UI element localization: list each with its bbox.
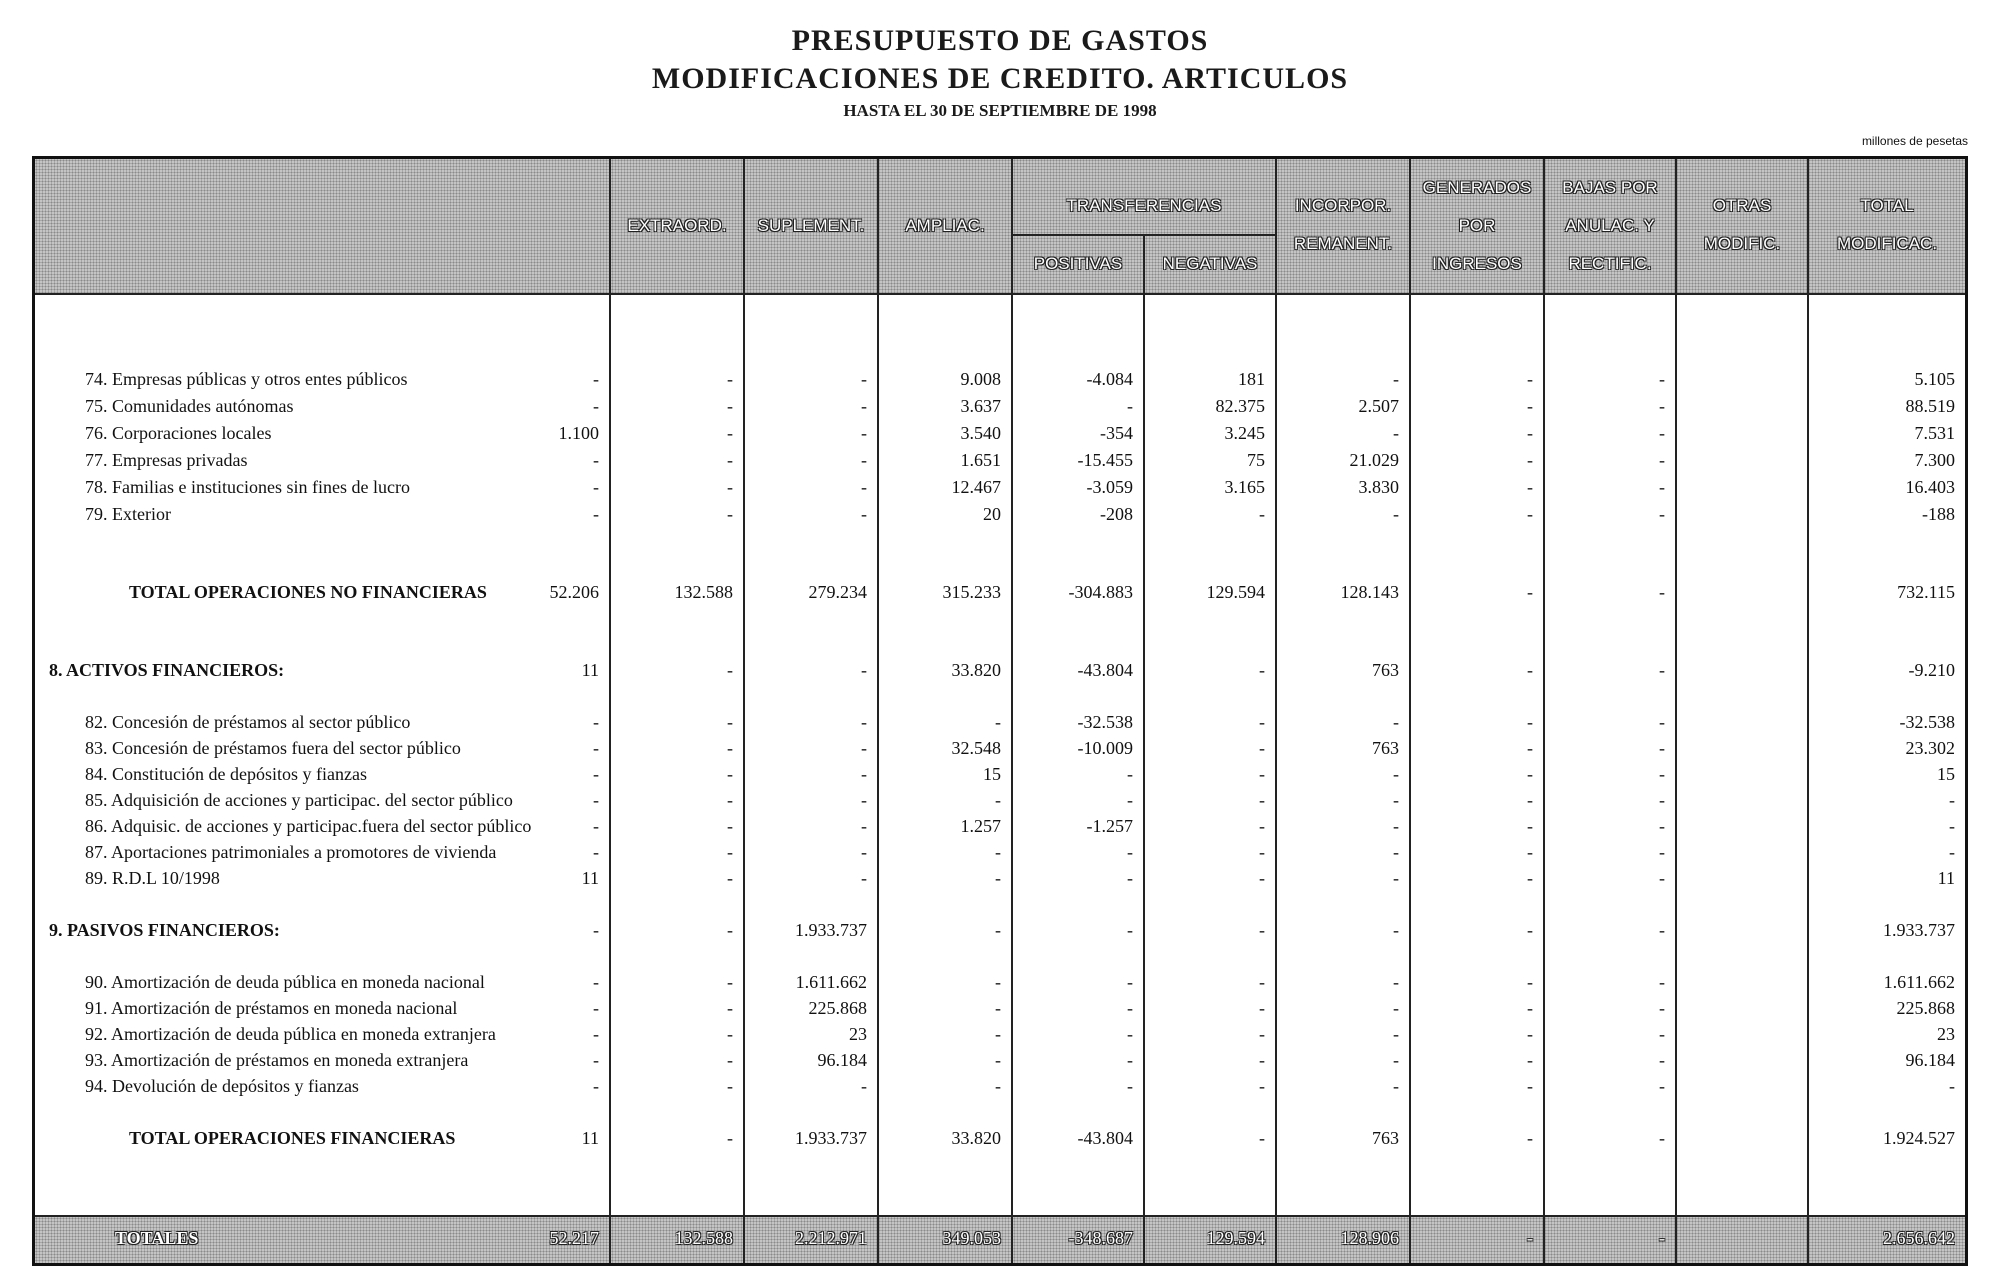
cell-value: - bbox=[1527, 712, 1533, 732]
cell-value: -10.009 bbox=[1077, 738, 1133, 758]
cell-value: - bbox=[861, 660, 867, 680]
row-label: 89. R.D.L 10/1998 bbox=[85, 868, 220, 888]
cell-value: 1.611.662 bbox=[1883, 972, 1955, 992]
row-label: 78. Familias e instituciones sin fines de lucro bbox=[85, 477, 410, 497]
cell-value: 3.637 bbox=[960, 396, 1001, 416]
col-header-bajas: BAJAS POR bbox=[1562, 178, 1658, 197]
row-label: 79. Exterior bbox=[85, 504, 171, 524]
cell-value: - bbox=[1659, 660, 1665, 680]
cell-value: - bbox=[1127, 1024, 1133, 1044]
cell-value: - bbox=[1127, 396, 1133, 416]
col-header-incorpor: INCORPOR. bbox=[1294, 196, 1392, 215]
cell-value: - bbox=[1259, 998, 1265, 1018]
cell-value: 82.375 bbox=[1215, 396, 1265, 416]
cell-value: - bbox=[1393, 972, 1399, 992]
row-label: 74. Empresas públicas y otros entes públicos bbox=[85, 369, 408, 389]
cell-value: - bbox=[727, 816, 733, 836]
row-label: TOTAL OPERACIONES FINANCIERAS bbox=[129, 1128, 456, 1148]
report-title: PRESUPUESTO DE GASTOS bbox=[791, 24, 1209, 57]
cell-value: - bbox=[593, 450, 599, 470]
cell-value: - bbox=[861, 423, 867, 443]
col-header-rectific: RECTIFIC. bbox=[1568, 254, 1652, 273]
cell-value: - bbox=[593, 1076, 599, 1096]
cell-value: -348.687 bbox=[1068, 1228, 1133, 1248]
row-label: 85. Adquisición de acciones y participac. del sector público bbox=[85, 790, 513, 810]
cell-value: - bbox=[1527, 582, 1533, 602]
row-label: 86. Adquisic. de acciones y participac.fuera del sector público bbox=[85, 816, 532, 836]
cell-value: - bbox=[1659, 504, 1665, 524]
row-label: 90. Amortización de deuda pública en moneda nacional bbox=[85, 972, 485, 992]
cell-value: -43.804 bbox=[1077, 1128, 1133, 1148]
cell-value: - bbox=[1659, 1024, 1665, 1044]
cell-value: - bbox=[1659, 1228, 1665, 1248]
cell-value: 5.105 bbox=[1914, 369, 1955, 389]
cell-value: - bbox=[861, 450, 867, 470]
cell-value: - bbox=[1393, 920, 1399, 940]
cell-value: - bbox=[1393, 1076, 1399, 1096]
cell-value: - bbox=[995, 920, 1001, 940]
cell-value: - bbox=[1259, 764, 1265, 784]
row-label: 83. Concesión de préstamos fuera del sector público bbox=[85, 738, 461, 758]
cell-value: - bbox=[1527, 816, 1533, 836]
cell-value: - bbox=[1659, 582, 1665, 602]
cell-value: - bbox=[1127, 764, 1133, 784]
cell-value: - bbox=[1259, 972, 1265, 992]
cell-value: - bbox=[1527, 1050, 1533, 1070]
cell-value: 732.115 bbox=[1897, 582, 1955, 602]
cell-value: - bbox=[1659, 450, 1665, 470]
cell-value: - bbox=[593, 998, 599, 1018]
cell-value: -15.455 bbox=[1077, 450, 1133, 470]
row-label: 94. Devolución de depósitos y fianzas bbox=[85, 1076, 359, 1096]
cell-value: - bbox=[1659, 998, 1665, 1018]
cell-value: -188 bbox=[1922, 504, 1955, 524]
cell-value: - bbox=[1949, 1076, 1955, 1096]
cell-value: - bbox=[1527, 1076, 1533, 1096]
cell-value: - bbox=[593, 396, 599, 416]
cell-value: - bbox=[1127, 842, 1133, 862]
cell-value: 1.933.737 bbox=[1883, 920, 1955, 940]
cell-value: -9.210 bbox=[1908, 660, 1955, 680]
cell-value: -1.257 bbox=[1086, 816, 1133, 836]
cell-value: - bbox=[1527, 920, 1533, 940]
cell-value: 11 bbox=[581, 1128, 599, 1148]
cell-value: - bbox=[1259, 1050, 1265, 1070]
row-label: 76. Corporaciones locales bbox=[85, 423, 272, 443]
cell-value: - bbox=[593, 816, 599, 836]
row-label: 84. Constitución de depósitos y fianzas bbox=[85, 764, 367, 784]
cell-value: 52.206 bbox=[549, 582, 599, 602]
cell-value: - bbox=[1393, 816, 1399, 836]
cell-value: -208 bbox=[1100, 504, 1133, 524]
cell-value: - bbox=[727, 972, 733, 992]
cell-value: - bbox=[1659, 477, 1665, 497]
col-header-ampliac: AMPLIAC. bbox=[905, 216, 985, 235]
cell-value: - bbox=[995, 972, 1001, 992]
cell-value: - bbox=[1527, 1024, 1533, 1044]
cell-value: - bbox=[1527, 842, 1533, 862]
col-header-generados-por: POR bbox=[1458, 216, 1496, 235]
row-label: 91. Amortización de préstamos en moneda nacional bbox=[85, 998, 458, 1018]
cell-value: - bbox=[1127, 868, 1133, 888]
cell-value: 132.588 bbox=[674, 582, 733, 602]
col-header-remanent: REMANENT. bbox=[1293, 234, 1393, 253]
cell-value: - bbox=[593, 764, 599, 784]
cell-value: - bbox=[1527, 504, 1533, 524]
cell-value: - bbox=[1527, 450, 1533, 470]
cell-value: 3.245 bbox=[1224, 423, 1265, 443]
cell-value: - bbox=[1949, 790, 1955, 810]
cell-value: 129.594 bbox=[1206, 1228, 1265, 1248]
cell-value: - bbox=[1949, 816, 1955, 836]
cell-value: - bbox=[727, 868, 733, 888]
cell-value: - bbox=[1259, 816, 1265, 836]
cell-value: - bbox=[1659, 764, 1665, 784]
cell-value: - bbox=[1259, 1128, 1265, 1148]
cell-value: 763 bbox=[1372, 1128, 1399, 1148]
cell-value: 1.933.737 bbox=[795, 920, 867, 940]
cell-value: - bbox=[593, 504, 599, 524]
cell-value: - bbox=[727, 920, 733, 940]
cell-value: 128.906 bbox=[1340, 1228, 1399, 1248]
cell-value: 349.053 bbox=[942, 1228, 1001, 1248]
cell-value: 2.507 bbox=[1358, 396, 1399, 416]
cell-value: - bbox=[1393, 790, 1399, 810]
col-header-total: TOTAL bbox=[1860, 196, 1914, 215]
report-date: HASTA EL 30 DE SEPTIEMBRE DE 1998 bbox=[843, 101, 1157, 120]
cell-value: - bbox=[1659, 1050, 1665, 1070]
cell-value: - bbox=[861, 477, 867, 497]
cell-value: -43.804 bbox=[1077, 660, 1133, 680]
cell-value: 23 bbox=[849, 1024, 867, 1044]
cell-value: - bbox=[593, 920, 599, 940]
cell-value: 2.656.642 bbox=[1883, 1228, 1955, 1248]
col-header-extraord: EXTRAORD. bbox=[627, 216, 727, 235]
cell-value: - bbox=[1259, 790, 1265, 810]
cell-value: - bbox=[1393, 712, 1399, 732]
col-divider bbox=[1011, 159, 1013, 1263]
cell-value: 88.519 bbox=[1905, 396, 1955, 416]
cell-value: -32.538 bbox=[1077, 712, 1133, 732]
row-label: 9. PASIVOS FINANCIEROS: bbox=[49, 920, 280, 940]
cell-value: 763 bbox=[1372, 738, 1399, 758]
cell-value: -354 bbox=[1100, 423, 1133, 443]
cell-value: - bbox=[1659, 1076, 1665, 1096]
cell-value: - bbox=[1393, 423, 1399, 443]
cell-value: - bbox=[727, 1024, 733, 1044]
col-header-anulac: ANULAC. Y bbox=[1565, 216, 1655, 235]
cell-value: - bbox=[861, 738, 867, 758]
cell-value: 1.100 bbox=[558, 423, 599, 443]
cell-value: 3.165 bbox=[1224, 477, 1265, 497]
row-label: 75. Comunidades autónomas bbox=[85, 396, 294, 416]
cell-value: 1.257 bbox=[960, 816, 1001, 836]
cell-value: - bbox=[1127, 972, 1133, 992]
cell-value: 1.651 bbox=[960, 450, 1001, 470]
cell-value: - bbox=[1259, 712, 1265, 732]
col-divider bbox=[609, 159, 611, 1263]
cell-value: - bbox=[995, 712, 1001, 732]
cell-value: - bbox=[861, 868, 867, 888]
cell-value: - bbox=[1259, 1076, 1265, 1096]
cell-value: - bbox=[593, 369, 599, 389]
cell-value: - bbox=[1659, 816, 1665, 836]
col-divider bbox=[877, 159, 879, 1263]
cell-value: - bbox=[861, 816, 867, 836]
col-header-positivas: POSITIVAS bbox=[1033, 254, 1123, 273]
cell-value: - bbox=[1527, 660, 1533, 680]
cell-value: 1.611.662 bbox=[795, 972, 867, 992]
row-label: 77. Empresas privadas bbox=[85, 450, 248, 470]
cell-value: 181 bbox=[1238, 369, 1265, 389]
report-subtitle: MODIFICACIONES DE CREDITO. ARTICULOS bbox=[651, 62, 1349, 95]
cell-value: - bbox=[1393, 764, 1399, 784]
cell-value: 7.300 bbox=[1914, 450, 1955, 470]
cell-value: - bbox=[1527, 1128, 1533, 1148]
col-header-ingresos: INGRESOS bbox=[1432, 254, 1522, 273]
cell-value: 15 bbox=[983, 764, 1001, 784]
cell-value: - bbox=[861, 790, 867, 810]
col-divider bbox=[1275, 159, 1277, 1263]
cell-value: - bbox=[1127, 998, 1133, 1018]
cell-value: 128.143 bbox=[1340, 582, 1399, 602]
cell-value: 33.820 bbox=[951, 660, 1001, 680]
cell-value: 129.594 bbox=[1206, 582, 1265, 602]
row-label: TOTAL OPERACIONES NO FINANCIERAS bbox=[129, 582, 487, 602]
cell-value: - bbox=[1393, 504, 1399, 524]
col-header-otras: OTRAS bbox=[1712, 196, 1772, 215]
cell-value: - bbox=[1527, 738, 1533, 758]
cell-value: -3.059 bbox=[1086, 477, 1133, 497]
col-divider bbox=[1807, 159, 1809, 1263]
cell-value: - bbox=[727, 450, 733, 470]
cell-value: - bbox=[1527, 396, 1533, 416]
cell-value: - bbox=[727, 1076, 733, 1096]
cell-value: 32.548 bbox=[951, 738, 1001, 758]
cell-value: - bbox=[1659, 396, 1665, 416]
cell-value: 23 bbox=[1937, 1024, 1955, 1044]
cell-value: 96.184 bbox=[817, 1050, 867, 1070]
modifications-table bbox=[32, 156, 1968, 1266]
cell-value: - bbox=[1259, 920, 1265, 940]
cell-value: - bbox=[1659, 790, 1665, 810]
cell-value: 225.868 bbox=[808, 998, 867, 1018]
cell-value: - bbox=[1659, 712, 1665, 732]
cell-value: - bbox=[727, 790, 733, 810]
cell-value: - bbox=[995, 790, 1001, 810]
cell-value: 75 bbox=[1247, 450, 1265, 470]
cell-value: 11 bbox=[581, 868, 599, 888]
cell-value: - bbox=[861, 1076, 867, 1096]
cell-value: 20 bbox=[983, 504, 1001, 524]
cell-value: - bbox=[593, 712, 599, 732]
cell-value: 2.212.971 bbox=[795, 1228, 867, 1248]
cell-value: - bbox=[1527, 1228, 1533, 1248]
cell-value: - bbox=[727, 738, 733, 758]
cell-value: - bbox=[861, 842, 867, 862]
cell-value: - bbox=[995, 1050, 1001, 1070]
cell-value: 1.924.527 bbox=[1883, 1128, 1955, 1148]
cell-value: - bbox=[593, 477, 599, 497]
cell-value: - bbox=[1949, 842, 1955, 862]
cell-value: - bbox=[727, 504, 733, 524]
col-divider bbox=[1543, 159, 1545, 1263]
row-label: TOTALES bbox=[115, 1228, 199, 1248]
cell-value: 11 bbox=[1937, 868, 1955, 888]
cell-value: - bbox=[593, 1050, 599, 1070]
cell-value: - bbox=[1527, 477, 1533, 497]
cell-value: -304.883 bbox=[1068, 582, 1133, 602]
cell-value: 1.933.737 bbox=[795, 1128, 867, 1148]
cell-value: - bbox=[727, 423, 733, 443]
cell-value: 279.234 bbox=[808, 582, 867, 602]
cell-value: - bbox=[995, 1076, 1001, 1096]
cell-value: 16.403 bbox=[1905, 477, 1955, 497]
cell-value: - bbox=[1659, 423, 1665, 443]
cell-value: - bbox=[995, 868, 1001, 888]
col-header-suplement: SUPLEMENT. bbox=[757, 216, 865, 235]
cell-value: - bbox=[1259, 738, 1265, 758]
cell-value: - bbox=[1127, 1050, 1133, 1070]
cell-value: 7.531 bbox=[1914, 423, 1955, 443]
cell-value: - bbox=[593, 1024, 599, 1044]
col-header-transferencias: TRANSFERENCIAS bbox=[1066, 196, 1222, 215]
cell-value: -32.538 bbox=[1899, 712, 1955, 732]
cell-value: - bbox=[1259, 868, 1265, 888]
col-divider bbox=[1675, 159, 1677, 1263]
cell-value: - bbox=[1659, 920, 1665, 940]
cell-value: - bbox=[1259, 660, 1265, 680]
cell-value: - bbox=[861, 396, 867, 416]
cell-value: - bbox=[1393, 842, 1399, 862]
cell-value: - bbox=[861, 504, 867, 524]
row-label: 8. ACTIVOS FINANCIEROS: bbox=[49, 660, 285, 680]
cell-value: - bbox=[861, 712, 867, 732]
cell-value: 3.830 bbox=[1358, 477, 1399, 497]
col-header-generados: GENERADOS bbox=[1422, 178, 1532, 197]
cell-value: 763 bbox=[1372, 660, 1399, 680]
row-label: 82. Concesión de préstamos al sector público bbox=[85, 712, 411, 732]
row-label: 93. Amortización de préstamos en moneda extranjera bbox=[85, 1050, 469, 1070]
cell-value: - bbox=[995, 1024, 1001, 1044]
cell-value: - bbox=[593, 842, 599, 862]
col-divider bbox=[1409, 159, 1411, 1263]
cell-value: - bbox=[1127, 790, 1133, 810]
cell-value: - bbox=[727, 712, 733, 732]
col-divider bbox=[743, 159, 745, 1263]
cell-value: - bbox=[1259, 504, 1265, 524]
cell-value: 15 bbox=[1937, 764, 1955, 784]
cell-value: - bbox=[1527, 369, 1533, 389]
cell-value: - bbox=[1259, 1024, 1265, 1044]
cell-value: - bbox=[727, 396, 733, 416]
cell-value: 9.008 bbox=[960, 369, 1001, 389]
cell-value: 225.868 bbox=[1896, 998, 1955, 1018]
col-header-otras-modific: MODIFIC. bbox=[1703, 234, 1781, 253]
cell-value: - bbox=[593, 972, 599, 992]
cell-value: - bbox=[1527, 998, 1533, 1018]
cell-value: - bbox=[1527, 790, 1533, 810]
cell-value: - bbox=[1659, 1128, 1665, 1148]
cell-value: 96.184 bbox=[1905, 1050, 1955, 1070]
cell-value: - bbox=[1127, 1076, 1133, 1096]
cell-value: - bbox=[727, 1050, 733, 1070]
cell-value: - bbox=[861, 369, 867, 389]
cell-value: - bbox=[593, 790, 599, 810]
cell-value: - bbox=[1659, 369, 1665, 389]
cell-value: - bbox=[995, 842, 1001, 862]
cell-value: - bbox=[1393, 1024, 1399, 1044]
cell-value: 23.302 bbox=[1905, 738, 1955, 758]
col-header-total-modificac: MODIFICAC. bbox=[1836, 234, 1938, 253]
cell-value: - bbox=[1393, 998, 1399, 1018]
cell-value: - bbox=[995, 998, 1001, 1018]
cell-value: 52.217 bbox=[549, 1228, 599, 1248]
cell-value: 33.820 bbox=[951, 1128, 1001, 1148]
cell-value: - bbox=[1393, 1050, 1399, 1070]
cell-value: - bbox=[727, 842, 733, 862]
cell-value: - bbox=[727, 477, 733, 497]
cell-value: - bbox=[1527, 972, 1533, 992]
col-divider bbox=[1143, 234, 1145, 1263]
cell-value: 12.467 bbox=[951, 477, 1001, 497]
cell-value: 3.540 bbox=[960, 423, 1001, 443]
cell-value: - bbox=[1659, 842, 1665, 862]
cell-value: - bbox=[1393, 369, 1399, 389]
cell-value: - bbox=[727, 660, 733, 680]
cell-value: - bbox=[727, 998, 733, 1018]
cell-value: - bbox=[1659, 868, 1665, 888]
cell-value: - bbox=[727, 764, 733, 784]
row-label: 87. Aportaciones patrimoniales a promotores de vivienda bbox=[85, 842, 497, 862]
cell-value: - bbox=[727, 1128, 733, 1148]
cell-value: - bbox=[1527, 764, 1533, 784]
cell-value: - bbox=[1659, 972, 1665, 992]
cell-value: - bbox=[1659, 738, 1665, 758]
col-header-negativas: NEGATIVAS bbox=[1162, 254, 1258, 273]
cell-value: 315.233 bbox=[942, 582, 1001, 602]
units-note: millones de pesetas bbox=[1861, 134, 1968, 148]
cell-value: 11 bbox=[581, 660, 599, 680]
cell-value: -4.084 bbox=[1086, 369, 1133, 389]
cell-value: - bbox=[1259, 842, 1265, 862]
row-label: 92. Amortización de deuda pública en moneda extranjera bbox=[85, 1024, 496, 1044]
cell-value: - bbox=[1393, 868, 1399, 888]
cell-value: 21.029 bbox=[1349, 450, 1399, 470]
cell-value: - bbox=[1527, 423, 1533, 443]
cell-value: - bbox=[861, 764, 867, 784]
cell-value: 132.588 bbox=[674, 1228, 733, 1248]
cell-value: - bbox=[727, 369, 733, 389]
cell-value: - bbox=[1127, 920, 1133, 940]
cell-value: - bbox=[593, 738, 599, 758]
cell-value: - bbox=[1527, 868, 1533, 888]
